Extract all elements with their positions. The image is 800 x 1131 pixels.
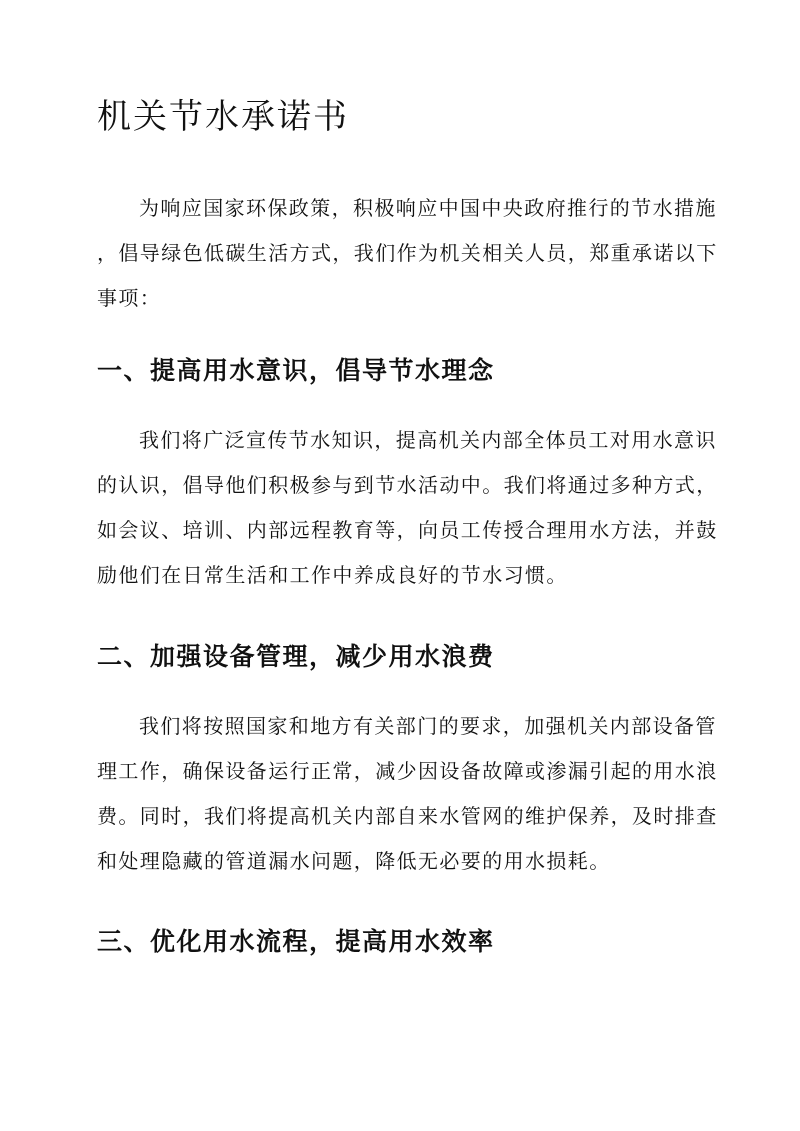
intro-line: 为响应国家环保政策，积极响应中国中央政府推行的节水措施 xyxy=(139,196,717,220)
paragraph-line: 费。同时，我们将提高机关内部自来水管网的维护保养，及时排查 xyxy=(97,804,718,828)
paragraph-line: 和处理隐藏的管道漏水问题，降低无必要的用水损耗。 xyxy=(97,849,611,873)
paragraph-line: 如会议、培训、内部远程教育等，向员工传授合理用水方法，并鼓 xyxy=(97,518,718,542)
section-heading-1: 一、提高用水意识，倡导节水理念 xyxy=(97,356,495,385)
intro-line: 事项： xyxy=(97,286,162,310)
intro-line: ，倡导绿色低碳生活方式，我们作为机关相关人员，郑重承诺以下 xyxy=(97,241,718,265)
paragraph-line: 的认识，倡导他们积极参与到节水活动中。我们将通过多种方式， xyxy=(97,473,718,497)
paragraph-line: 我们将广泛宣传节水知识，提高机关内部全体员工对用水意识 xyxy=(139,428,717,452)
paragraph-line: 励他们在日常生活和工作中养成良好的节水习惯。 xyxy=(97,563,568,587)
section-heading-3: 三、优化用水流程，提高用水效率 xyxy=(97,927,495,956)
intro-paragraph xyxy=(97,186,718,321)
section-paragraph-1 xyxy=(97,418,718,598)
document-title: 机关节水承诺书 xyxy=(97,97,349,137)
paragraph-line: 我们将按照国家和地方有关部门的要求，加强机关内部设备管 xyxy=(139,714,717,738)
paragraph-line: 理工作，确保设备运行正常，减少因设备故障或渗漏引起的用水浪 xyxy=(97,759,718,783)
section-paragraph-2 xyxy=(97,704,718,884)
section-heading-2: 二、加强设备管理，减少用水浪费 xyxy=(97,642,495,671)
